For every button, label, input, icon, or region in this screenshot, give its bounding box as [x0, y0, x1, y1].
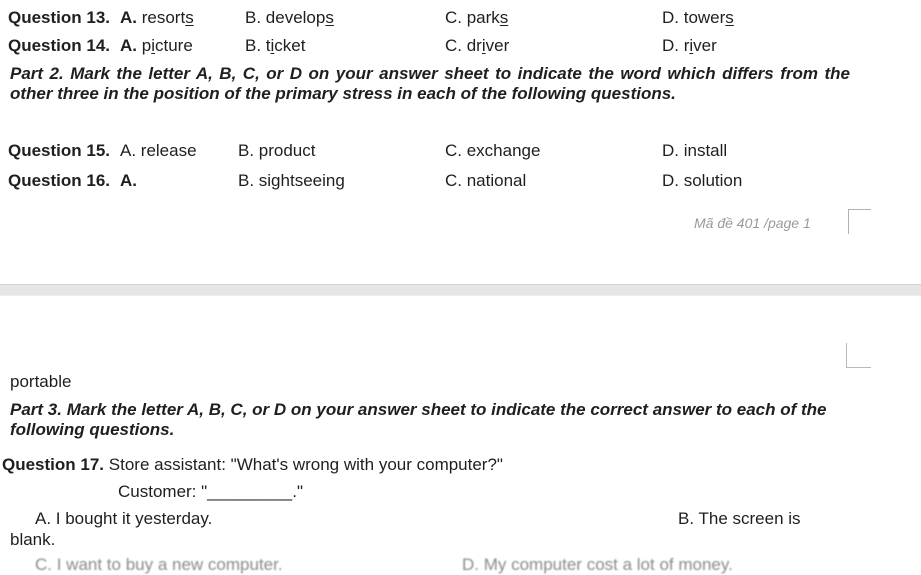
- customer-prefix: Customer: ": [118, 482, 208, 501]
- q14-option-c: [445, 36, 509, 56]
- q13-option-c-underlined: s: [499, 8, 509, 27]
- q14-option-c-pre: C. dr: [445, 36, 482, 55]
- q17-option-b: B. The screen is: [678, 509, 801, 528]
- question-15-label: Question 15.: [8, 141, 111, 160]
- q16-option-b: B. sightseeing: [238, 171, 345, 190]
- q17-option-a: A. I bought it yesterday.: [35, 509, 213, 528]
- q14-option-a-pre: p: [141, 36, 152, 55]
- q13-option-c: [445, 8, 508, 28]
- question-14-label: Question 14.: [8, 36, 111, 55]
- q14-option-d-underlined: i: [689, 36, 694, 55]
- q14-option-d-pre: D. r: [662, 36, 690, 55]
- q14-option-d-post: ver: [693, 36, 717, 55]
- q13-option-a-letter: A.: [120, 8, 137, 27]
- q13-option-d: [662, 8, 734, 28]
- q14-option-b-post: cket: [274, 36, 306, 55]
- customer-suffix: .": [292, 482, 304, 501]
- question-16-label: Question 16.: [8, 171, 111, 190]
- q14-option-a-letter: A.: [120, 36, 137, 55]
- q13-option-a-word: resort: [141, 8, 186, 27]
- q14-option-c-post: ver: [485, 36, 510, 55]
- q14-option-b: [245, 36, 305, 56]
- question-17-label: Question 17.: [2, 455, 105, 474]
- q13-option-d-underlined: s: [725, 8, 734, 27]
- q13-option-b-word: B. develop: [245, 8, 326, 27]
- q14-option-c-underlined: i: [481, 36, 486, 55]
- q13-option-a-underlined: s: [185, 8, 194, 27]
- q17-option-d: D. My computer cost a lot of money.: [462, 555, 733, 574]
- q15-option-c: C. exchange: [445, 141, 541, 160]
- q13-option-a: [120, 8, 194, 28]
- question-17: [2, 455, 503, 475]
- q14-option-b-pre: B. t: [245, 36, 271, 55]
- page-corner-box: [848, 209, 871, 234]
- q14-option-a-post: cture: [154, 36, 193, 55]
- q16-option-c: C. national: [445, 171, 527, 190]
- page-corner-mark: [846, 343, 871, 368]
- q13-option-c-word: C. park: [445, 8, 500, 27]
- q13-option-d-word: D. tower: [662, 8, 726, 27]
- part-2-instructions: Part 2. Mark the letter A, B, C, or D on your answer sheet to indicate the word which differs from the other three in the position of the primary stress in each of the following questions.: [10, 64, 850, 103]
- q14-option-d: [662, 36, 717, 56]
- q16-option-a: A.: [120, 171, 137, 190]
- question-17-prompt: Store assistant: "What's wrong with your computer?": [108, 455, 503, 474]
- q17-option-b-continuation: blank.: [10, 530, 56, 549]
- page-separator: [0, 284, 921, 296]
- q14-option-b-underlined: i: [270, 36, 275, 55]
- question-13-label: Question 13.: [8, 8, 111, 27]
- q13-option-b: [245, 8, 334, 28]
- q14-option-a: [120, 36, 193, 56]
- answer-blank: _________: [207, 482, 293, 501]
- q16-option-d: D. solution: [662, 171, 743, 190]
- q14-option-a-underlined: i: [151, 36, 155, 55]
- page-footer-label: Mã đề 401 /page 1: [694, 215, 811, 231]
- question-17-customer-line: [118, 482, 303, 502]
- q15-option-b: B. product: [238, 141, 316, 160]
- part-3-instructions: Part 3. Mark the letter A, B, C, or D on your answer sheet to indicate the correct answer to each of the following questions.: [10, 400, 827, 439]
- q15-option-d: D. install: [662, 141, 728, 160]
- q15-option-a: A. release: [120, 141, 197, 160]
- q17-option-c: C. I want to buy a new computer.: [35, 555, 283, 574]
- q13-option-b-underlined: s: [325, 8, 334, 27]
- carry-over-word: portable: [10, 372, 72, 391]
